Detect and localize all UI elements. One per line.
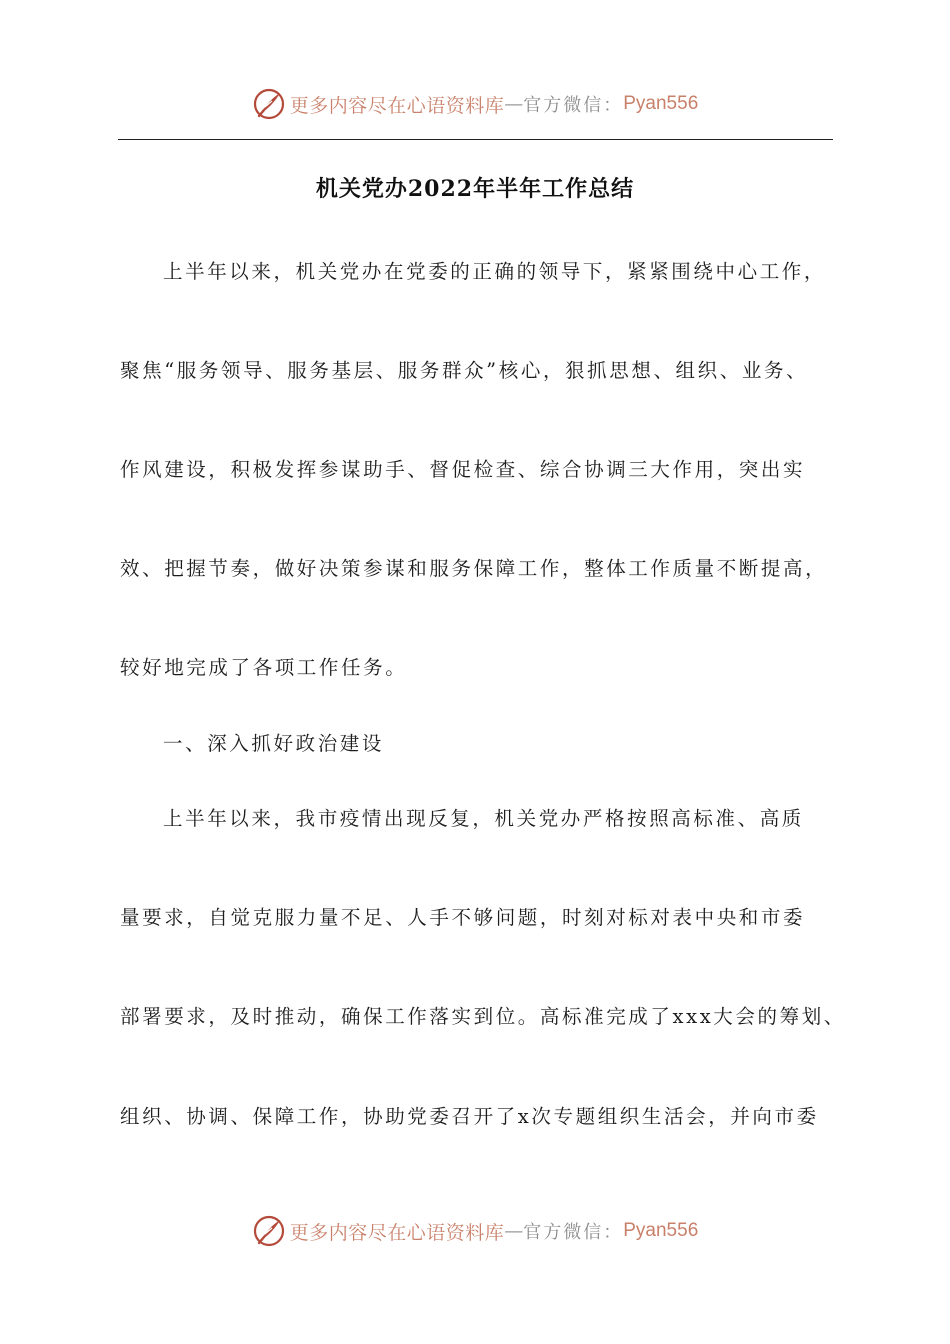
paragraph-line: 聚焦“服务领导、服务基层、服务群众”核心，狠抓思想、组织、业务、 — [120, 359, 809, 382]
banner-official-label: 官方微信： — [523, 95, 624, 116]
paragraph-line: 上半年以来，我市疫情出现反复，机关党办严格按照高标准、高质 — [163, 807, 804, 830]
paragraph-line: 部署要求，及时推动，确保工作落实到位。高标准完成了xxx大会的筹划、 — [120, 1005, 846, 1028]
paragraph-line: 组织、协调、保障工作，协助党委召开了x次专题组织生活会，并向市委 — [120, 1105, 819, 1128]
banner-dash: — — [504, 93, 524, 115]
quill-pen-icon — [252, 1214, 286, 1248]
document-title: 机关党办2022年半年工作总结 — [315, 176, 635, 202]
banner-main-text: 更多内容尽在心语资料库 — [289, 94, 505, 117]
paragraph-line: 较好地完成了各项工作任务。 — [120, 656, 408, 679]
paragraph-line: 作风建设，积极发挥参谋助手、督促检查、综合协调三大作用，突出实 — [120, 458, 806, 481]
paragraph-line: 量要求，自觉克服力量不足、人手不够问题，时刻对标对表中央和市委 — [120, 906, 806, 929]
paragraph-line: 效、把握节奏，做好决策参谋和服务保障工作，整体工作质量不断提高， — [120, 557, 828, 580]
header-watermark-banner — [0, 84, 950, 124]
banner-wechat-id: Pyan556 — [623, 1220, 699, 1241]
banner-wechat-id: Pyan556 — [623, 93, 699, 114]
footer-watermark-banner — [0, 1211, 950, 1251]
banner-main-text: 更多内容尽在心语资料库 — [289, 1221, 505, 1244]
header-divider — [118, 139, 833, 140]
section-heading: 一、深入抓好政治建设 — [163, 732, 385, 755]
quill-pen-icon — [252, 87, 286, 121]
banner-official-label: 官方微信： — [523, 1222, 624, 1243]
paragraph-line: 上半年以来，机关党办在党委的正确的领导下，紧紧围绕中心工作， — [163, 260, 827, 283]
banner-dash: — — [504, 1220, 524, 1242]
